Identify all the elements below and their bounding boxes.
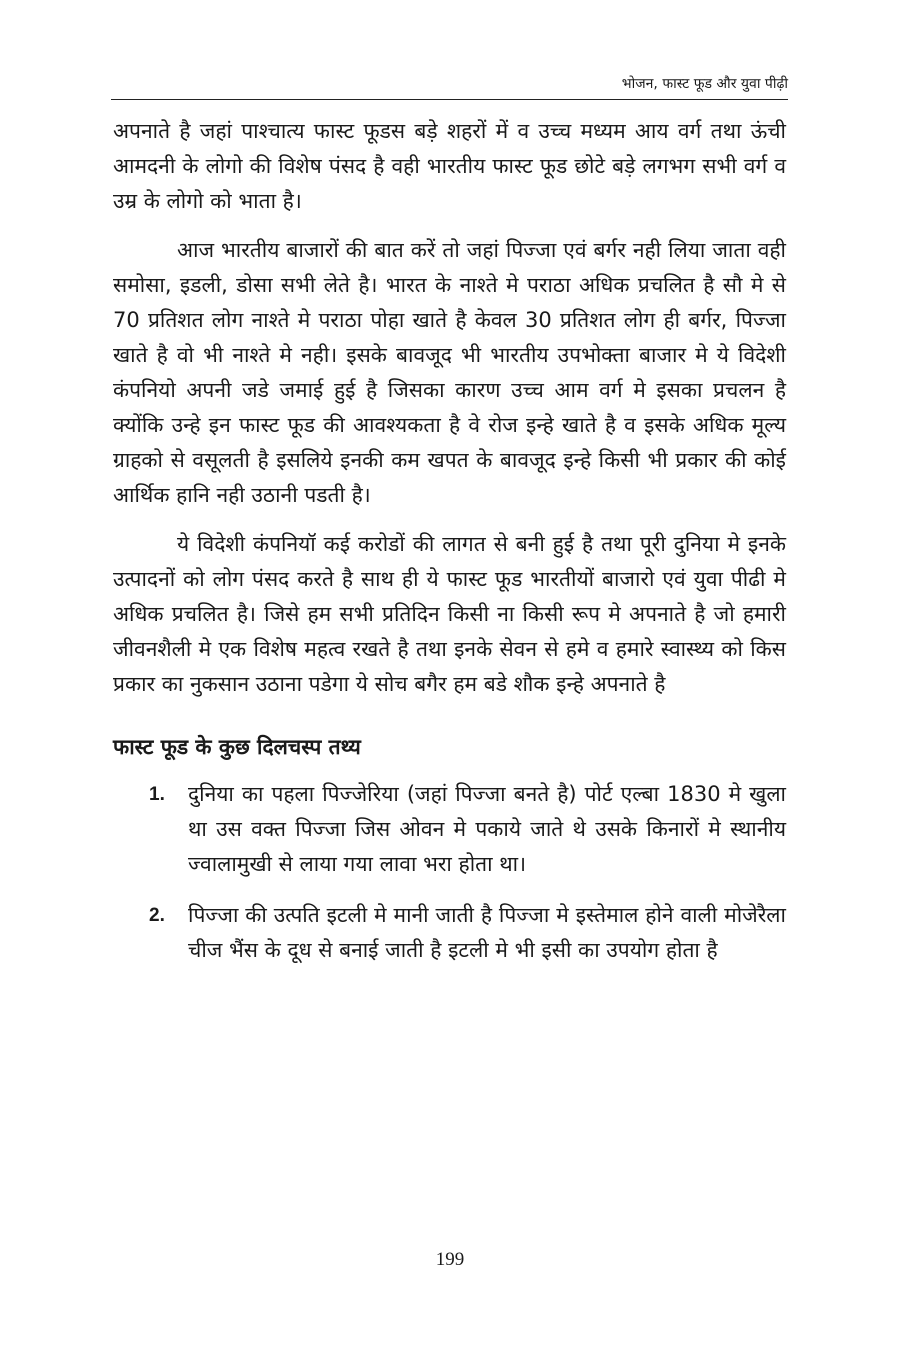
paragraph-foreign-companies: ये विदेशी कंपनियॉ कई करोडों की लागत से बनी हुई है तथा पूरी दुनिया मे इनके उत्पादनों को लोग पंसद करते है साथ ही ये फास्ट फूड भारतीयों बाजारो एवं युवा पीढी मे अधिक प्रचलित है। जिसे हम सभी प्रतिदिन किसी ना किसी रूप मे अपनाते है जो हमारी जीवनशैली मे एक विशेष महत्व रखते है तथा इनके सेवन से हमे व हमारे स्वास्थ्य को किस प्रकार का नुकसान उठाना पडेगा ये सोच बगैर हम बडे शौक इन्हे अपनाते है	[113, 532, 786, 696]
facts-list	[113, 777, 786, 968]
list-item-text: दुनिया का पहला पिज्जेरिया (जहां पिज्जा बनते है) पोर्ट एल्बा 1830 मे खुला था उस वक्त पिज्जा जिस ओवन मे पकाये जाते थे उसके किनारों मे स्थानीय ज्वालामुखी से लाया गया लावा भरा होता था।	[188, 782, 786, 876]
paragraph-indian-markets: आज भारतीय बाजारों की बात करें तो जहां पिज्जा एवं बर्गर नही लिया जाता वही समोसा, इडली, डोसा सभी लेते है। भारत के नाश्ते मे पराठा अधिक प्रचलित है सौ मे से 70 प्रतिशत लोग नाश्ते मे पराठा पोहा खाते है केवल 30 प्रतिशत लोग ही बर्गर, पिज्जा खाते है वो भी नाश्ते मे नही। इसके बावजूद भी भारतीय उपभोक्ता बाजार मे ये विदेशी कंपनियो अपनी जडे जमाई हुई है जिसका कारण उच्च आम वर्ग मे इसका प्रचलन है क्योंकि उन्हे इन फास्ट फूड की आवश्यकता है वे रोज इन्हे खाते है व इसके अधिक मूल्य ग्राहको से वसूलती है इसलिये इनकी कम खपत के बावजूद इन्हे किसी भी प्रकार की कोई आर्थिक हानि नही उठानी पडती है।	[113, 238, 786, 507]
list-item	[149, 898, 786, 968]
list-item-text: पिज्जा की उत्पति इटली मे मानी जाती है पिज्जा मे इस्तेमाल होने वाली मोजेरैला चीज भैंस के दूध से बनाई जाती है इटली मे भी इसी का उपयोग होता है	[188, 903, 786, 962]
page-number: 199	[435, 1249, 465, 1270]
list-item-number: 1.	[149, 784, 165, 805]
section-heading: फास्ट फूड के कुछ दिलचस्प तथ्य	[113, 735, 361, 759]
page-body	[113, 114, 786, 968]
running-header: भोजन, फास्ट फूड और युवा पीढ़ी	[621, 76, 788, 92]
list-item-number: 2.	[149, 905, 165, 926]
header-rule	[111, 99, 788, 100]
paragraph-continuation: अपनाते है जहां पाश्चात्य फास्ट फूडस बड़े शहरों में व उच्च मध्यम आय वर्ग तथा ऊंची आमदनी के लोगो की विशेष पंसद है वही भारतीय फास्ट फूड छोटे बड़े लगभग सभी वर्ग व उम्र के लोगो को भाता है।	[113, 119, 786, 213]
list-item	[149, 777, 786, 882]
